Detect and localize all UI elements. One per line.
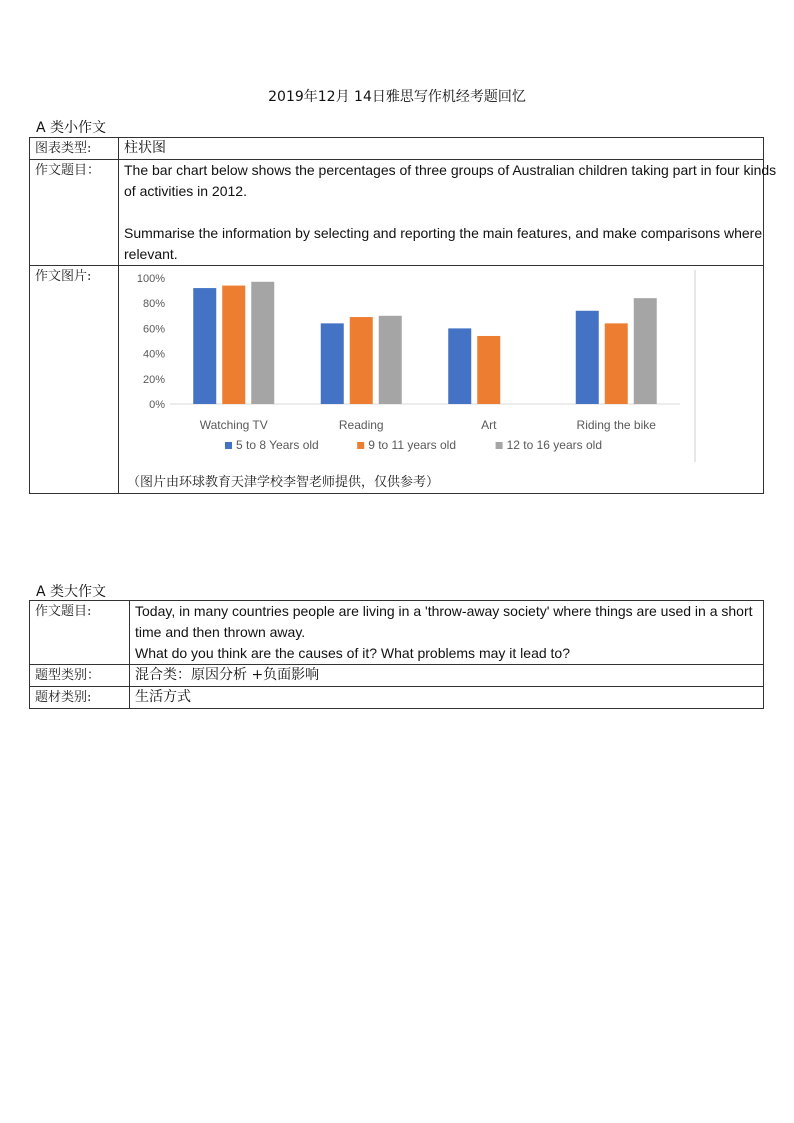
- x-category-label: Watching TV: [199, 418, 268, 432]
- topic-label: 作文题目：: [30, 160, 119, 266]
- y-tick-label: 20%: [142, 373, 165, 386]
- essay-topic-line-2: What do you think are the causes of it? What problems may it lead to?: [135, 645, 570, 661]
- image-label: 作文图片:: [30, 266, 119, 494]
- x-category-label: Art: [481, 418, 497, 432]
- bar: [634, 298, 657, 404]
- document-title: 2019年12月 14日雅思写作机经考题回忆: [268, 89, 526, 105]
- bar: [251, 282, 274, 404]
- bars: [193, 282, 657, 404]
- legend-swatch: [225, 442, 232, 449]
- essay-topic-row: [30, 601, 764, 665]
- bar: [605, 323, 628, 404]
- question-kind-row: [30, 665, 764, 687]
- legend-swatch: [496, 442, 503, 449]
- theme-label: 题材类别:: [30, 687, 130, 709]
- topic-paragraph-2: Summarise the information by selecting and reporting the main features, and make comparisons where relevant.: [124, 225, 763, 262]
- bar: [379, 316, 402, 404]
- bar: [576, 311, 599, 404]
- section-heading-large-essay: A 类大作文: [36, 584, 107, 600]
- chart-type-value: 柱状图: [119, 138, 764, 160]
- bar: [477, 336, 500, 404]
- image-row: [30, 266, 764, 494]
- y-tick-label: 40%: [142, 348, 165, 361]
- bar: [222, 286, 245, 404]
- theme-value: 生活方式: [130, 687, 764, 709]
- chart-type-row: [30, 138, 764, 160]
- topic-paragraph-1: The bar chart below shows the percentages of three groups of Australian children taking part in four kinds of activities in 2012.: [124, 162, 777, 199]
- y-tick-label: 0%: [149, 399, 165, 411]
- bar: [193, 288, 216, 404]
- legend-label: 5 to 8 Years old: [236, 438, 319, 452]
- large-essay-table: [29, 600, 764, 709]
- y-tick-label: 80%: [142, 298, 165, 311]
- question-kind-label: 题型类别：: [30, 665, 130, 687]
- chart-type-label: 图表类型:: [30, 138, 119, 160]
- topic-row: [30, 160, 764, 266]
- small-essay-table: [29, 137, 777, 494]
- y-tick-label: 100%: [136, 273, 165, 285]
- legend-label: 9 to 11 years old: [368, 438, 457, 452]
- y-tick-label: 60%: [142, 323, 165, 336]
- question-kind-value: 混合类：原因分析 +负面影响: [130, 665, 764, 687]
- section-heading-small-essay: A 类小作文: [36, 120, 107, 136]
- essay-topic-line-1: Today, in many countries people are living in a 'throw-away society' where things are used in a short time and then thrown away.: [135, 603, 753, 640]
- essay-topic-label: 作文题目:: [30, 601, 130, 665]
- image-caption: （图片由环球教育天津学校李智老师提供，仅供参考）: [127, 475, 440, 490]
- bar-chart: [125, 270, 725, 470]
- theme-row: [30, 687, 764, 709]
- legend: [225, 438, 602, 452]
- y-axis-ticks: [137, 273, 165, 411]
- x-category-label: Riding the bike: [576, 418, 656, 432]
- x-axis-labels: [200, 418, 657, 432]
- x-category-label: Reading: [338, 418, 384, 432]
- bar: [448, 328, 471, 404]
- bar: [321, 323, 344, 404]
- bar: [350, 317, 373, 404]
- legend-label: 12 to 16 years old: [506, 438, 603, 452]
- legend-swatch: [357, 442, 364, 449]
